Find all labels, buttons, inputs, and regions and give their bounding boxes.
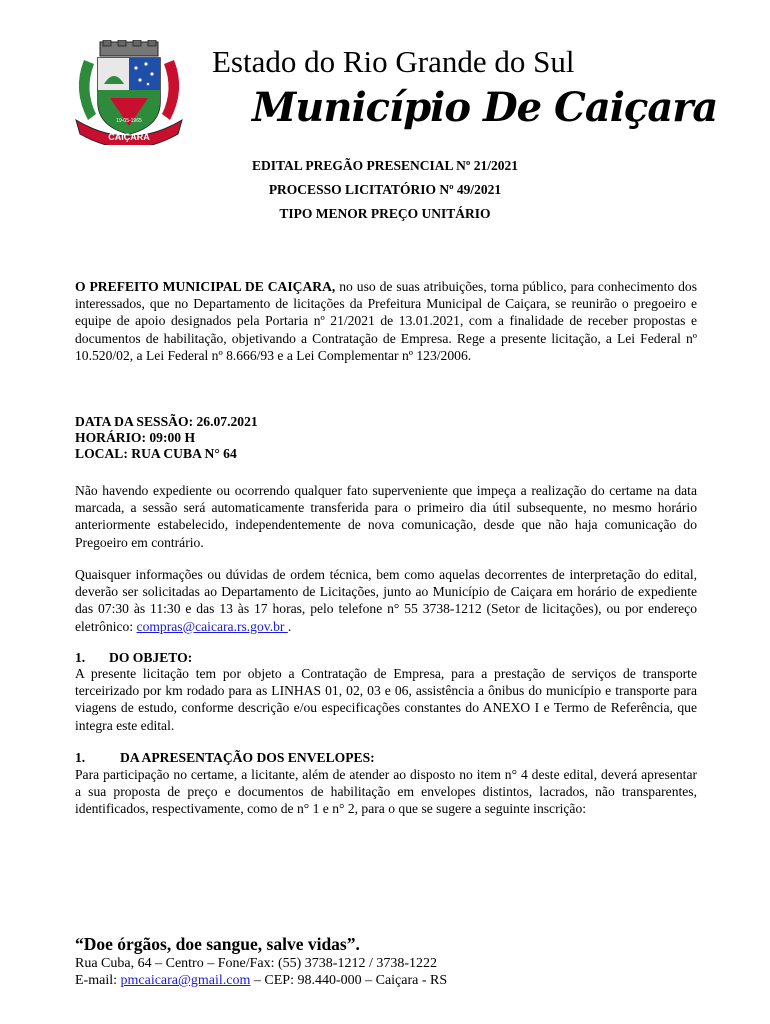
section-2-number: 1. (75, 750, 86, 765)
edital-title: EDITAL PREGÃO PRESENCIAL Nº 21/2021 (252, 158, 518, 173)
info-text: Quaisquer informações ou dúvidas de ordem técnica, bem como aquelas decorrentes de interpretação do edital, deverão ser solicitadas ao Departamento de Licitações, junto ao Município de Caiçara em horário de expediente das 07:30 às 11:30 e das 13 às 17 horas, pelo telefone n° 55 3738-1212 (Setor de licitações), ou por endereço eletrônico: (75, 567, 697, 634)
intro-paragraph (75, 278, 697, 364)
crest-date: 19-05-1965 (116, 118, 142, 124)
footer-email-link[interactable]: pmcaicara@gmail.com (120, 973, 251, 988)
session-place: LOCAL: RUA CUBA N° 64 (75, 446, 237, 461)
type-title: TIPO MENOR PREÇO UNITÁRIO (279, 206, 491, 221)
process-title: PROCESSO LICITATÓRIO Nº 49/2021 (268, 182, 502, 197)
footer-address: Rua Cuba, 64 – Centro – Fone/Fax: (55) 3738-1212 / 3738-1222 (75, 956, 438, 971)
session-info (75, 414, 258, 462)
footer-email-label: E-mail: (75, 973, 121, 988)
section-1-text: A presente licitação tem por objeto a Contratação de Empresa, para a prestação de serviços de transporte terceirizado por km rodado para as LINHAS 01, 02, 03 e 06, assistência a ônibus do município e transporte para viagens de estudo, conforme descrição e/ou especificações constantes do ANEXO I e Termo de Referência, que integra este edital. (75, 666, 697, 733)
section-1-number: 1. (75, 650, 86, 665)
section-1-title: DO OBJETO: (109, 650, 193, 665)
section-2-text: Para participação no certame, a licitante, além de atender ao disposto no item n° 4 deste edital, deverá apresentar a sua proposta de preço e documentos de habilitação em envelopes distintos, lacrados, não transparentes, identificados, respectivamente, como de n° 1 e n° 2, para o que se sugere a seguinte inscrição: (75, 767, 697, 817)
section-2-heading (75, 750, 375, 766)
session-date: DATA DA SESSÃO: 26.07.2021 (75, 414, 258, 429)
session-time: HORÁRIO: 09:00 H (75, 430, 196, 445)
footer-contact (75, 973, 447, 989)
crest-motto: CAIÇARA (108, 132, 150, 142)
info-tail: . (287, 618, 292, 634)
section-1-heading (75, 650, 192, 666)
intro-lead: O PREFEITO MUNICIPAL DE CAIÇARA, (75, 279, 336, 294)
no-service-paragraph: Não havendo expediente ou ocorrendo qualquer fato superveniente que impeça a realização do certame na data marcada, a sessão será automaticamente transferida para o primeiro dia útil subsequente, no mesmo horário anteriormente estabelecido, independentemente de nova comunicação, desde que não haja comunicação do Pregoeiro em contrário. (75, 483, 697, 550)
intro-text: no uso de suas atribuições, torna público, para conhecimento dos interessados, que no Departamento de licitações da Prefeitura Municipal de Caiçara, se reunirão o pregoeiro e equipe de apoio designados pela Portaria nº 21/2021 de 13.01.2021, com a finalidade de receber propostas e documentos de habilitação, objetivando a Contratação de Empresa. Rege a presente licitação, a Lei Federal nº 10.520/02, a Lei Federal nº 8.666/93 e a Lei Complementar nº 123/2006. (75, 279, 697, 363)
municipality-title: Município De Caiçara (252, 84, 718, 131)
section-2-title: DA APRESENTAÇÃO DOS ENVELOPES: (120, 750, 375, 765)
state-title: Estado do Rio Grande do Sul (212, 44, 575, 79)
footer-cep: – CEP: 98.440-000 – Caiçara - RS (250, 973, 448, 988)
info-paragraph (75, 566, 697, 635)
footer-slogan: “Doe órgãos, doe sangue, salve vidas”. (75, 934, 360, 954)
municipal-crest-logo (70, 40, 188, 145)
compras-email-link[interactable]: compras@caicara.rs.gov.br (136, 618, 288, 634)
